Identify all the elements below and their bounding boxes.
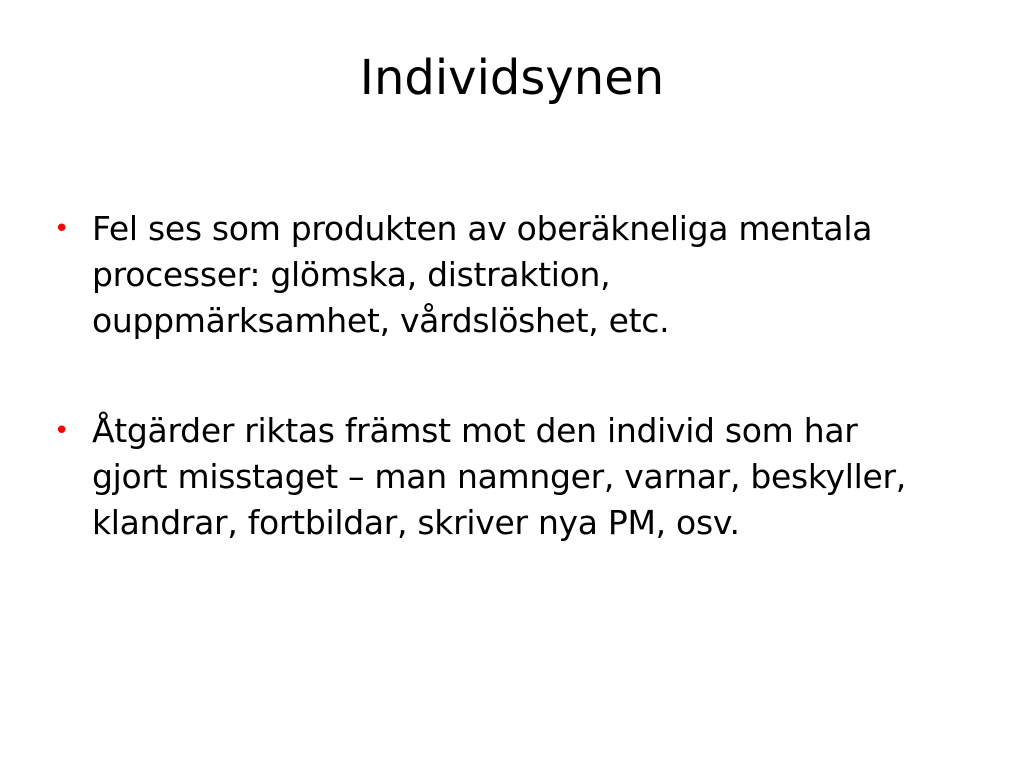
bullet-item bbox=[52, 408, 982, 546]
bullet-line: processer: glömska, distraktion, bbox=[92, 255, 611, 294]
slide-title: Individsynen bbox=[359, 50, 665, 106]
bullet-line: gjort misstaget – man namnger, varnar, beskyller, bbox=[92, 457, 906, 496]
bullet-line: ouppmärksamhet, vårdslöshet, etc. bbox=[92, 301, 670, 340]
bullet-icon: • bbox=[54, 214, 70, 244]
bullet-item bbox=[52, 206, 982, 344]
bullet-icon: • bbox=[54, 416, 70, 446]
bullet-line: Fel ses som produkten av oberäkneliga mentala bbox=[92, 209, 873, 248]
bullet-list bbox=[52, 206, 982, 546]
bullet-line: Åtgärder riktas främst mot den individ som har bbox=[92, 411, 858, 450]
bullet-line: klandrar, fortbildar, skriver nya PM, osv. bbox=[92, 503, 740, 542]
